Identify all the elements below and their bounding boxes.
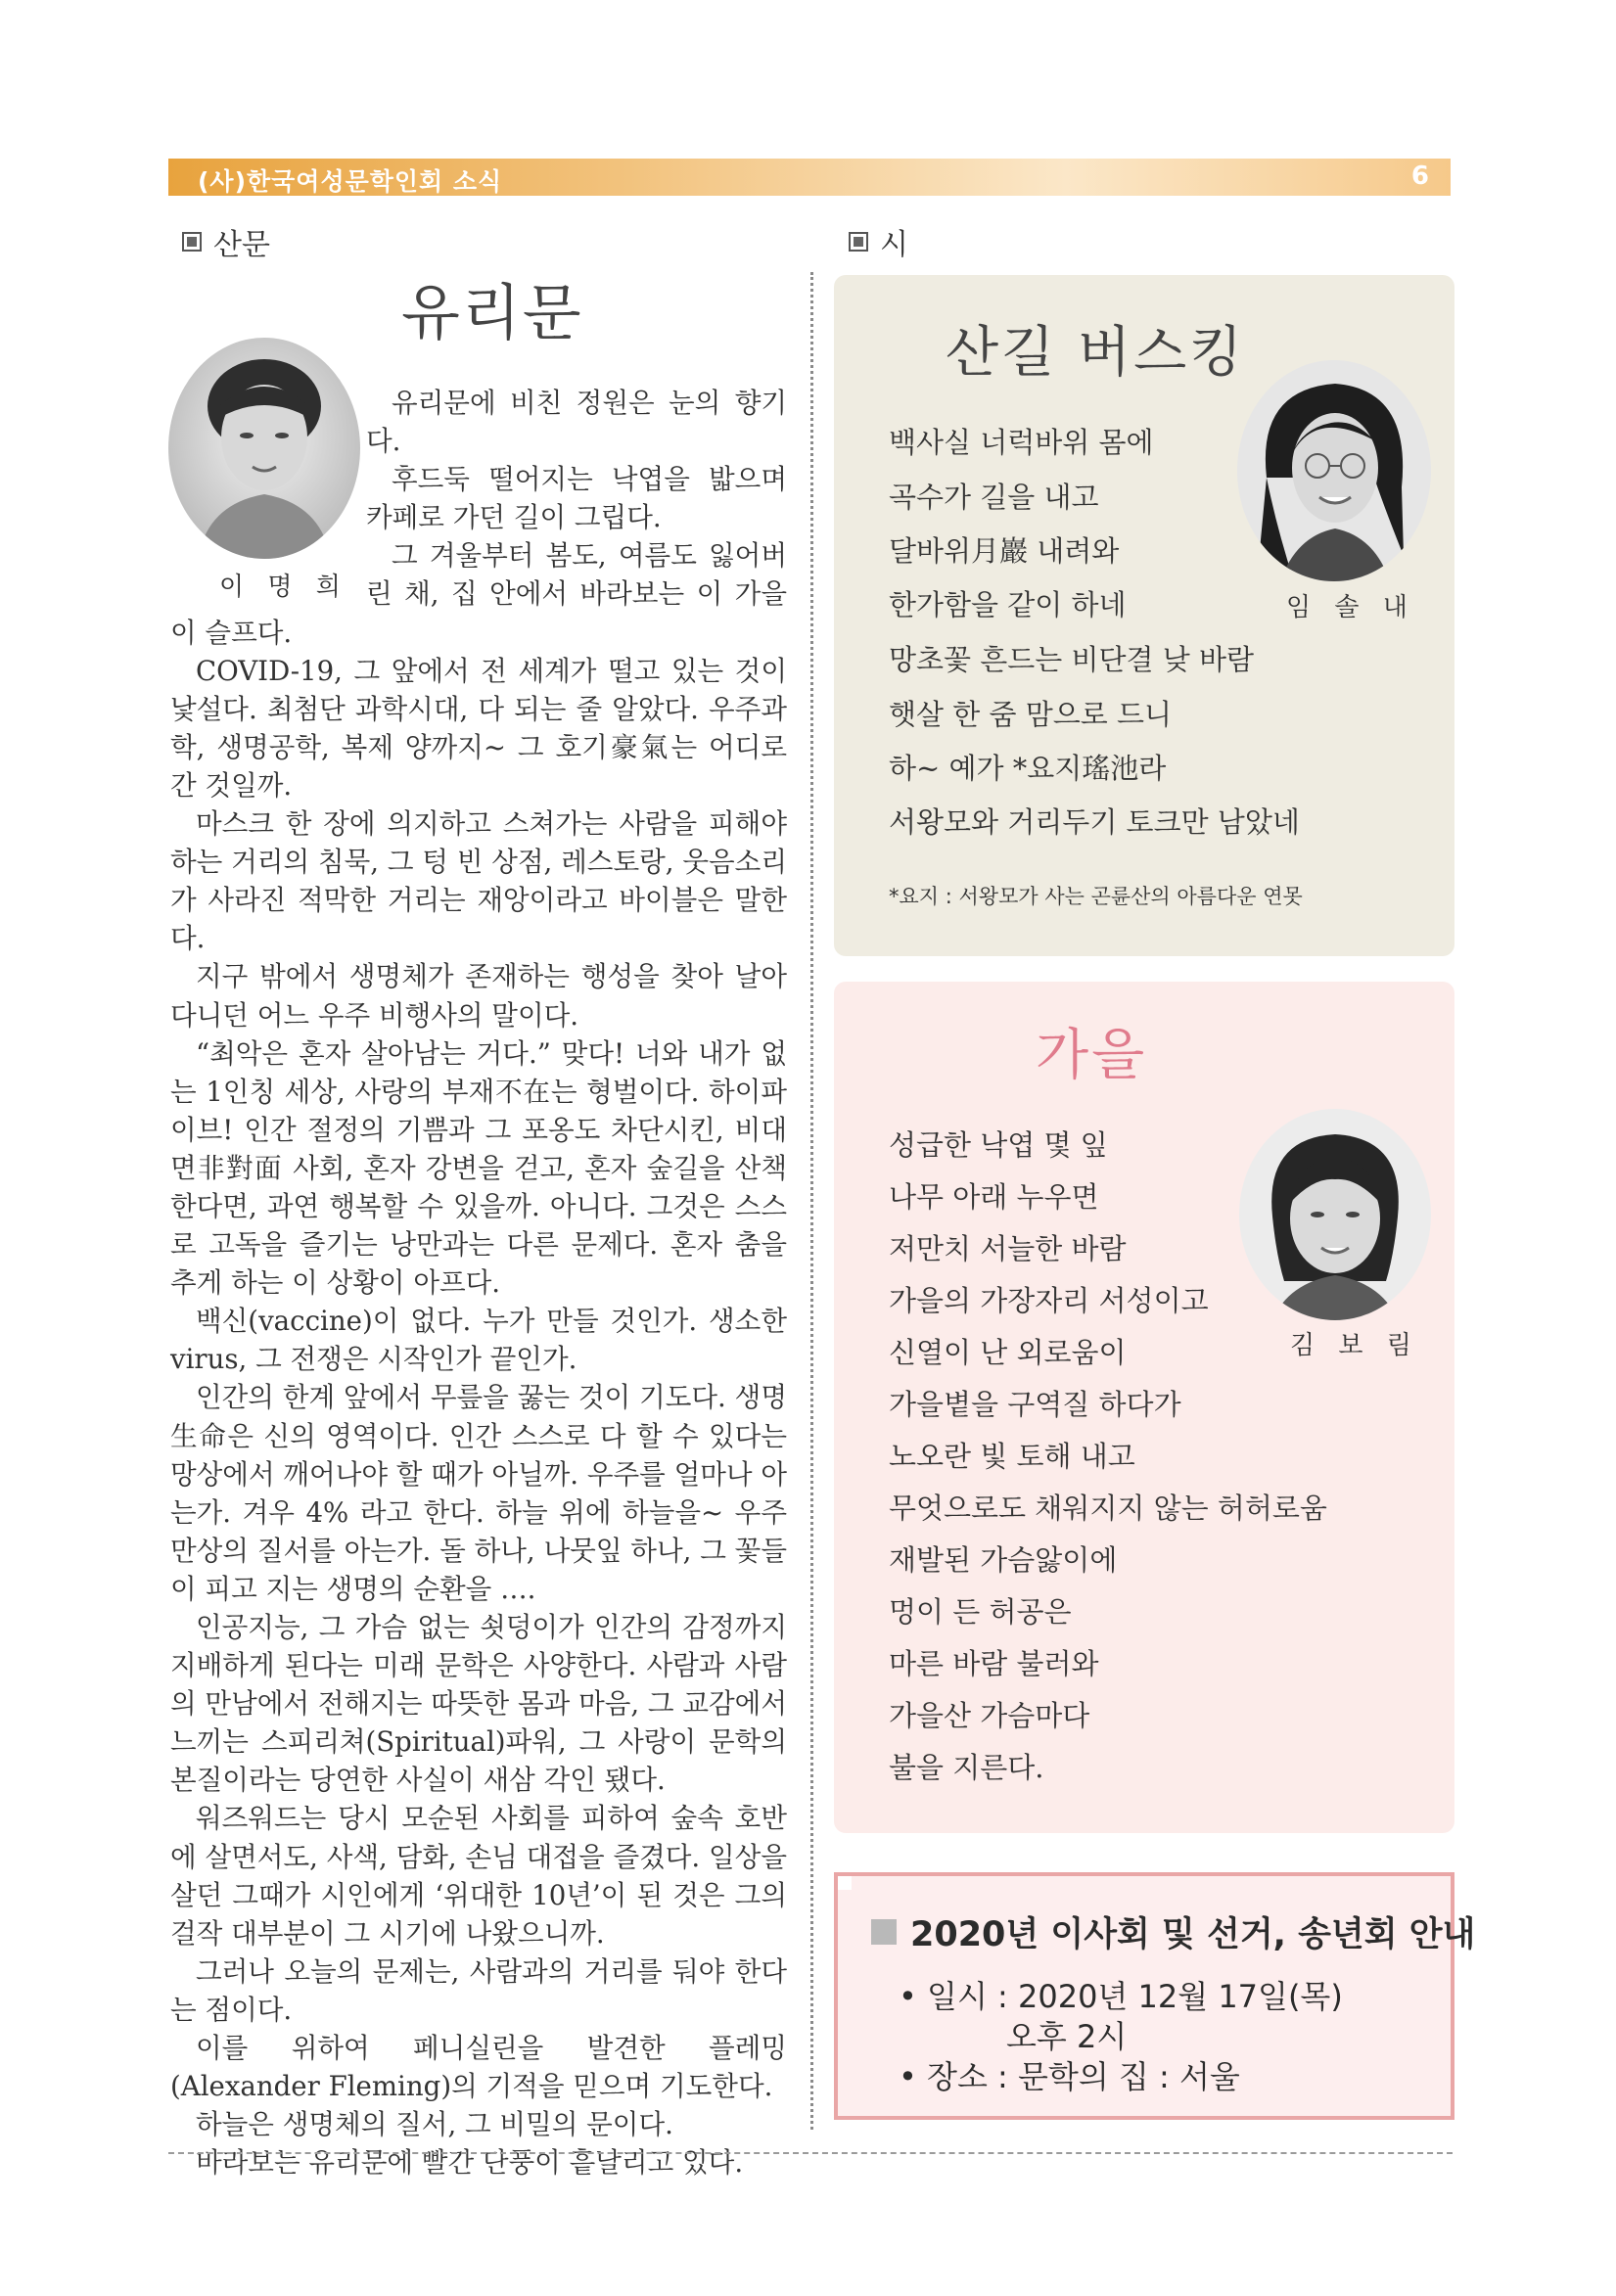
poem-1-footnote: *요지 : 서왕모가 사는 곤륜산의 아름다운 연못 <box>889 885 1303 908</box>
essay-paragraph: 워즈워드는 당시 모순된 사회를 피하여 숲속 호반에 살면서도, 사색, 담화, 손님 대접을 즐겼다. 일상을 살던 그때가 시인에게 ‘위대한 10년’이 된 것은 그의 걸작 대부분이 그 시기에 나왔으니까. <box>170 1802 787 1950</box>
essay-paragraph: 이를 위하여 페니실린을 발견한 플레밍(Alexander Fleming)의 기적을 믿으며 기도한다. <box>170 2032 787 2103</box>
section-square-icon <box>182 232 202 252</box>
notice-title <box>871 1907 1475 1956</box>
poem-1-title: 산길 버스킹 <box>946 321 1246 385</box>
poetry-section-label <box>849 220 908 263</box>
essay-title: 유리문 <box>401 277 583 348</box>
essay-paragraph: 유리문에 비친 정원은 눈의 향기다. <box>366 387 787 458</box>
notice-square-icon <box>871 1919 897 1945</box>
poem-1-author-photo <box>1237 360 1431 581</box>
essay-paragraph: 그러나 오늘의 문제는, 사람과의 거리를 둬야 한다는 점이다. <box>170 1954 787 2026</box>
page-bottom-rule <box>168 2152 1453 2154</box>
essay-section-text: 산문 <box>213 228 270 262</box>
poem-2-author-name: 김 보 림 <box>1290 1331 1419 1360</box>
poem-2-author-photo <box>1239 1109 1431 1320</box>
essay-paragraph: 마스크 한 장에 의지하고 스쳐가는 사람을 피해야 하는 거리의 침묵, 그 텅 빈 상점, 레스토랑, 웃음소리가 사라진 적막한 거리는 재앙이라고 바이블은 말한다. <box>170 807 787 955</box>
poem-2-title: 가을 <box>1036 1024 1148 1087</box>
essay-body <box>170 384 787 2181</box>
essay-paragraph: COVID-19, 그 앞에서 전 세계가 떨고 있는 것이 낯설다. 최첨단 과학시대, 다 되는 줄 알았다. 우주과학, 생명공학, 복제 양까지~ 그 호기豪氣는 어디로 간 것일까. <box>170 654 787 802</box>
essay-paragraph: 지구 밖에서 생명체가 존재하는 행성을 찾아 날아다니던 어느 우주 비행사의 말이다. <box>170 960 787 1032</box>
poetry-section-text: 시 <box>880 228 908 262</box>
page-number: 6 <box>1410 161 1429 191</box>
column-divider <box>810 272 813 2130</box>
essay-paragraph: 인공지능, 그 가슴 없는 쇳덩이가 인간의 감정까지 지배하게 된다는 미래 문학은 사양한다. 사람과 사람의 만남에서 전해지는 따뜻한 몸과 마음, 그 교감에서 느끼는 스피리쳐(Spiritual)파워, 그 사랑이 문학의 본질이라는 당연한 사실이 새삼 각인 됐다. <box>170 1611 787 1797</box>
header-bar <box>168 159 1451 196</box>
section-square-icon <box>849 232 868 252</box>
notice-title-text: 2020년 이사회 및 선거, 송년회 안내 <box>910 1915 1476 1954</box>
essay-paragraph: 바라보는 유리문에 빨간 단풍이 흩날리고 있다. <box>196 2146 744 2180</box>
header-title: (사)한국여성문학인회 소식 <box>198 167 503 196</box>
poem-1-author-name: 임 솔 내 <box>1286 593 1415 622</box>
essay-paragraph: 후드둑 떨어지는 낙엽을 밟으며 카페로 가던 길이 그립다. <box>366 463 787 534</box>
notice-date: • 일시 : 2020년 12월 17일(목) <box>899 1978 1343 2015</box>
essay-paragraph: “최악은 혼자 살아남는 거다.” 맞다! 너와 내가 없는 1인칭 세상, 사랑의 부재不在는 형벌이다. 하이파이브! 인간 절정의 기쁨과 그 포옹도 차단시킨, 비대면非對面 사회, 혼자 강변을 걷고, 혼자 숲길을 산책한다면, 과연 행복할 수 있을까. 아니다. 그것은 스스로 고독을 즐기는 낭만과는 다른 문제다. 혼자 춤을 추게 하는 이 상황이 아프다. <box>170 1036 787 1300</box>
notice-box <box>834 1872 1476 2120</box>
essay-paragraph: 그 겨울부터 봄도, 여름도 잃어버린 채, 집 안에서 바라보는 이 가을이 슬프다. <box>170 539 787 649</box>
notice-place: • 장소 : 문학의 집 : 서울 <box>899 2058 1240 2095</box>
photo-spacer <box>170 384 366 611</box>
essay-paragraph: 하늘은 생명체의 질서, 그 비밀의 문이다. <box>196 2108 673 2141</box>
notice-time: 오후 2시 <box>1006 2018 1128 2055</box>
essay-author-name: 이 명 희 <box>219 573 348 602</box>
essay-paragraph: 백신(vaccine)이 없다. 누가 만들 것인가. 생소한 virus, 그 전쟁은 시작인가 끝인가. <box>170 1305 787 1376</box>
essay-section-label <box>182 220 270 263</box>
essay-paragraph: 인간의 한계 앞에서 무릎을 꿇는 것이 기도다. 생명生命은 신의 영역이다. 인간 스스로 다 할 수 있다는 망상에서 깨어나야 할 때가 아닐까. 우주를 얼마나 아는가. 겨우 4% 라고 한다. 하늘 위에 하늘을~ 우주 만상의 질서를 아는가. 돌 하나, 나뭇잎 하나, 그 꽃들이 피고 지는 생명의 순환을 …. <box>170 1381 787 1605</box>
